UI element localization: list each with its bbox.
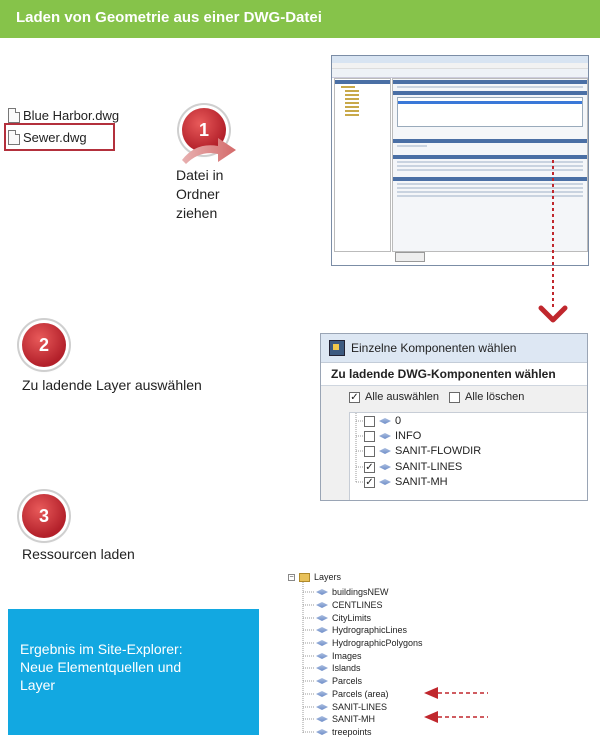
curved-arrow-icon xyxy=(178,132,240,166)
dialog-heading: Zu ladende DWG-Komponenten wählen xyxy=(321,363,587,386)
select-all-label: Alle auswählen xyxy=(365,391,439,403)
layer-tree xyxy=(349,412,588,501)
layer-row-info[interactable]: INFO xyxy=(364,430,421,442)
dialog-titlebar xyxy=(321,334,587,363)
layer-icon xyxy=(316,653,328,659)
app-toolbar xyxy=(332,69,588,78)
layer-item[interactable]: CENTLINES xyxy=(316,600,383,610)
step-1-caption: Datei in Ordner ziehen xyxy=(176,167,224,221)
dialog-title: Einzelne Komponenten wählen xyxy=(351,341,517,355)
layer-icon xyxy=(379,433,391,439)
layer-item[interactable]: SANIT-MH xyxy=(316,714,375,724)
step-number: 3 xyxy=(38,505,49,526)
select-all-option[interactable] xyxy=(349,391,439,403)
layer-icon xyxy=(316,627,328,633)
step-number: 2 xyxy=(38,334,49,355)
file-blue-harbor[interactable] xyxy=(8,108,119,123)
layer-checkbox[interactable] xyxy=(364,416,375,427)
layer-item[interactable]: HydrographicLines xyxy=(316,625,407,635)
clear-all-checkbox[interactable] xyxy=(449,392,460,403)
layers-folder[interactable]: − Layers xyxy=(289,572,342,582)
layer-icon xyxy=(316,729,328,735)
layer-item[interactable]: buildingsNEW xyxy=(316,587,389,597)
layer-icon xyxy=(379,479,391,485)
layer-row-sanit-flowdir[interactable]: SANIT-FLOWDIR xyxy=(364,445,481,457)
layer-checkbox[interactable] xyxy=(364,446,375,457)
clear-all-option[interactable] xyxy=(449,391,524,403)
layer-icon xyxy=(316,691,328,697)
layer-item[interactable]: Images xyxy=(316,651,362,661)
layer-row-sanit-mh[interactable]: ✓ SANIT-MH xyxy=(365,476,448,488)
layer-icon xyxy=(316,640,328,646)
page-title: Laden von Geometrie aus einer DWG-Datei xyxy=(16,9,322,26)
collapse-icon[interactable]: − xyxy=(289,573,294,581)
layer-row-sanit-lines[interactable]: ✓ SANIT-LINES xyxy=(365,461,463,473)
layer-checkbox[interactable] xyxy=(364,431,375,442)
file-label: Sewer.dwg xyxy=(23,130,87,145)
file-label: Blue Harbor.dwg xyxy=(23,108,120,123)
app-titlebar xyxy=(332,56,588,63)
layer-item[interactable]: CityLimits xyxy=(316,613,371,623)
layer-icon xyxy=(379,418,391,424)
select-all-checkbox[interactable]: ✓ xyxy=(350,391,359,403)
layer-item[interactable]: Islands xyxy=(316,663,361,673)
layer-icon xyxy=(316,704,328,710)
layer-item[interactable]: treepoints xyxy=(316,727,372,737)
layer-checkbox[interactable]: ✓ xyxy=(365,461,374,473)
step-number: 1 xyxy=(198,119,209,140)
layer-checkbox[interactable]: ✓ xyxy=(365,476,374,488)
layer-icon xyxy=(316,589,328,595)
layer-icon xyxy=(316,602,328,608)
site-explorer-pane xyxy=(334,78,391,252)
pointer-arrow-icon xyxy=(424,711,490,723)
layer-icon xyxy=(379,448,391,454)
load-resources-button[interactable] xyxy=(395,252,425,262)
layer-item[interactable]: HydrographicPolygons xyxy=(316,638,423,648)
selection-highlight xyxy=(4,123,115,151)
layer-icon xyxy=(316,615,328,621)
folder-icon xyxy=(299,573,310,582)
layer-item[interactable]: Parcels xyxy=(316,676,362,686)
clear-all-label: Alle löschen xyxy=(465,391,525,403)
layer-icon xyxy=(316,716,328,722)
step-3-badge xyxy=(22,494,66,538)
tree-connector-lines xyxy=(286,568,316,739)
app-icon xyxy=(329,340,345,356)
step-3-caption: Ressourcen laden xyxy=(22,546,135,562)
layer-icon xyxy=(316,665,328,671)
layer-row-0[interactable]: 0 xyxy=(364,415,401,427)
layer-icon xyxy=(316,678,328,684)
select-components-dialog xyxy=(320,333,588,501)
dotted-arrow-icon xyxy=(536,160,570,328)
layer-item[interactable]: SANIT-LINES xyxy=(316,702,387,712)
layer-icon xyxy=(379,464,391,470)
file-icon xyxy=(8,108,20,123)
step-2-caption: Zu ladende Layer auswählen xyxy=(22,377,202,393)
result-text: Ergebnis im Site-Explorer: Neue Elementquellen und Layer xyxy=(20,641,183,693)
pointer-arrow-icon xyxy=(424,687,490,699)
layer-item[interactable]: Parcels (area) xyxy=(316,689,389,699)
step-2-badge xyxy=(22,323,66,367)
